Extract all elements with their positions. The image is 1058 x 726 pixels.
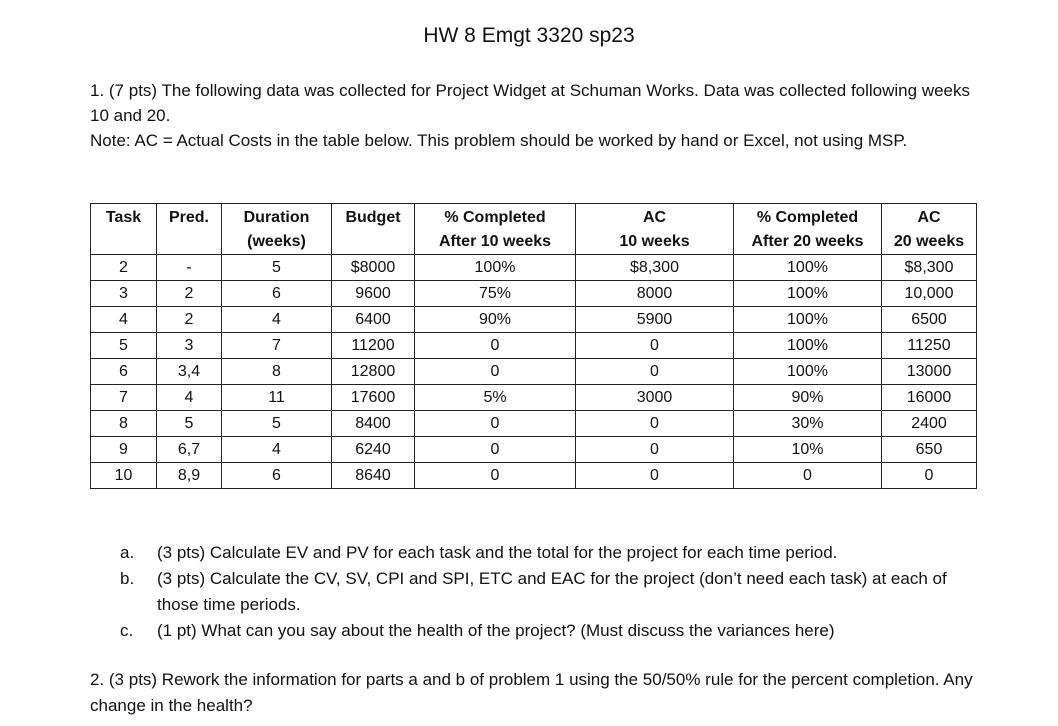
question-marker: a. [120, 543, 135, 562]
table-cell: 8,9 [157, 463, 222, 489]
column-header [222, 204, 332, 255]
table-cell: 90% [415, 307, 576, 333]
table-cell: 6400 [332, 307, 415, 333]
problem-1-intro: 1. (7 pts) The following data was collected for Project Widget at Schuman Works. Data was collected following weeks 10 and 20. [90, 81, 970, 125]
table-cell: 5 [222, 411, 332, 437]
column-header-line: After 20 weeks [751, 233, 864, 250]
column-header [91, 204, 157, 255]
table-cell: 100% [734, 359, 882, 385]
table-cell: 90% [734, 385, 882, 411]
column-header-line: % Completed [444, 209, 546, 226]
table-cell: 16000 [882, 385, 977, 411]
table-row [91, 359, 977, 385]
table-cell: 0 [576, 411, 734, 437]
table-cell: 8 [222, 359, 332, 385]
column-header-line: Budget [345, 209, 401, 226]
table-cell: 100% [734, 333, 882, 359]
table-cell: 6500 [882, 307, 977, 333]
table-row [91, 385, 977, 411]
table-cell: 10 [91, 463, 157, 489]
column-header [882, 204, 977, 255]
table-cell: 8 [91, 411, 157, 437]
column-header [157, 204, 222, 255]
question-text: (3 pts) Calculate the CV, SV, CPI and SPI, ETC and EAC for the project (don’t need each task) at each of those time periods. [157, 569, 947, 614]
table-cell: 3 [91, 281, 157, 307]
table-cell: 0 [576, 463, 734, 489]
table-cell: 11 [222, 385, 332, 411]
table-cell: 100% [415, 255, 576, 281]
column-header-line: Duration [243, 209, 310, 226]
table-cell: 2 [157, 281, 222, 307]
table-cell: 2 [91, 255, 157, 281]
table-cell: 4 [157, 385, 222, 411]
table-cell: 75% [415, 281, 576, 307]
table-cell: 30% [734, 411, 882, 437]
table-cell: 5 [91, 333, 157, 359]
table-cell: 7 [91, 385, 157, 411]
table-row [91, 437, 977, 463]
table-cell: 7 [222, 333, 332, 359]
table-cell: 5 [222, 255, 332, 281]
question-marker: c. [120, 621, 134, 640]
column-header-line: 10 weeks [619, 233, 690, 250]
table-cell: $8,300 [882, 255, 977, 281]
table-cell: 8400 [332, 411, 415, 437]
table-cell: 17600 [332, 385, 415, 411]
problem-1-note: Note: AC = Actual Costs in the table below. This problem should be worked by hand or Excel, not using MSP. [90, 131, 908, 150]
table-cell: 0 [576, 359, 734, 385]
table-cell: 3,4 [157, 359, 222, 385]
column-header-line: AC [642, 209, 667, 226]
table-cell: 0 [415, 411, 576, 437]
table-cell: 10,000 [882, 281, 977, 307]
column-header [332, 204, 415, 255]
column-header-line: (weeks) [247, 233, 306, 250]
table-cell: 5 [157, 411, 222, 437]
table-cell: 4 [222, 307, 332, 333]
table-row [91, 281, 977, 307]
table-cell: 0 [882, 463, 977, 489]
project-data-table [90, 203, 977, 489]
column-header-line: Task [105, 209, 142, 226]
column-header-line: Pred. [168, 209, 209, 226]
table-cell: 6240 [332, 437, 415, 463]
table-cell: 6 [91, 359, 157, 385]
table-cell: 100% [734, 255, 882, 281]
table-cell: 4 [222, 437, 332, 463]
question-item [120, 540, 950, 566]
column-header-line: AC [917, 209, 941, 226]
column-header-line: After 10 weeks [438, 233, 552, 250]
table-row [91, 255, 977, 281]
table-cell: 0 [415, 333, 576, 359]
question-marker: b. [120, 569, 135, 588]
table-cell: 6 [222, 463, 332, 489]
table-cell: 0 [415, 359, 576, 385]
problem-2-text: 2. (3 pts) Rework the information for parts a and b of problem 1 using the 50/50% rule for the percent completion. Any change in the health? [90, 670, 973, 715]
question-text: (1 pt) What can you say about the health of the project? (Must discuss the variances here) [157, 621, 835, 640]
table-cell: 0 [576, 437, 734, 463]
column-header-line: % Completed [756, 209, 859, 226]
page-title: HW 8 Emgt 3320 sp23 [423, 24, 635, 47]
table-cell: 5% [415, 385, 576, 411]
table-cell: 2400 [882, 411, 977, 437]
table-cell: 11250 [882, 333, 977, 359]
column-header [734, 204, 882, 255]
table-cell: 100% [734, 281, 882, 307]
table-cell: 0 [734, 463, 882, 489]
table-cell: 0 [576, 333, 734, 359]
column-header-line [336, 230, 410, 254]
table-cell: 0 [415, 463, 576, 489]
table-cell: 8640 [332, 463, 415, 489]
column-header-line [95, 230, 152, 254]
table-cell: - [157, 255, 222, 281]
column-header [576, 204, 734, 255]
table-header-row [91, 204, 977, 255]
question-list [120, 540, 950, 644]
table-cell: 5900 [576, 307, 734, 333]
table-cell: $8,300 [576, 255, 734, 281]
question-item [120, 566, 950, 618]
table-cell: 12800 [332, 359, 415, 385]
table-cell: $8000 [332, 255, 415, 281]
table-cell: 13000 [882, 359, 977, 385]
problem-1-text [90, 78, 990, 153]
column-header-line [161, 230, 217, 254]
table-cell: 2 [157, 307, 222, 333]
table-body [91, 255, 977, 489]
column-header-line: 20 weeks [893, 233, 965, 250]
table-row [91, 307, 977, 333]
question-item [120, 618, 950, 644]
question-text: (3 pts) Calculate EV and PV for each task and the total for the project for each time period. [157, 543, 838, 562]
table-cell: 3000 [576, 385, 734, 411]
table-cell: 6 [222, 281, 332, 307]
table-cell: 3 [157, 333, 222, 359]
table-cell: 650 [882, 437, 977, 463]
table-cell: 11200 [332, 333, 415, 359]
table-cell: 9600 [332, 281, 415, 307]
table-row [91, 333, 977, 359]
table-row [91, 463, 977, 489]
table-cell: 10% [734, 437, 882, 463]
table-cell: 100% [734, 307, 882, 333]
column-header [415, 204, 576, 255]
table-row [91, 411, 977, 437]
table-cell: 0 [415, 437, 576, 463]
table-cell: 4 [91, 307, 157, 333]
table-cell: 9 [91, 437, 157, 463]
table-cell: 8000 [576, 281, 734, 307]
table-cell: 6,7 [157, 437, 222, 463]
